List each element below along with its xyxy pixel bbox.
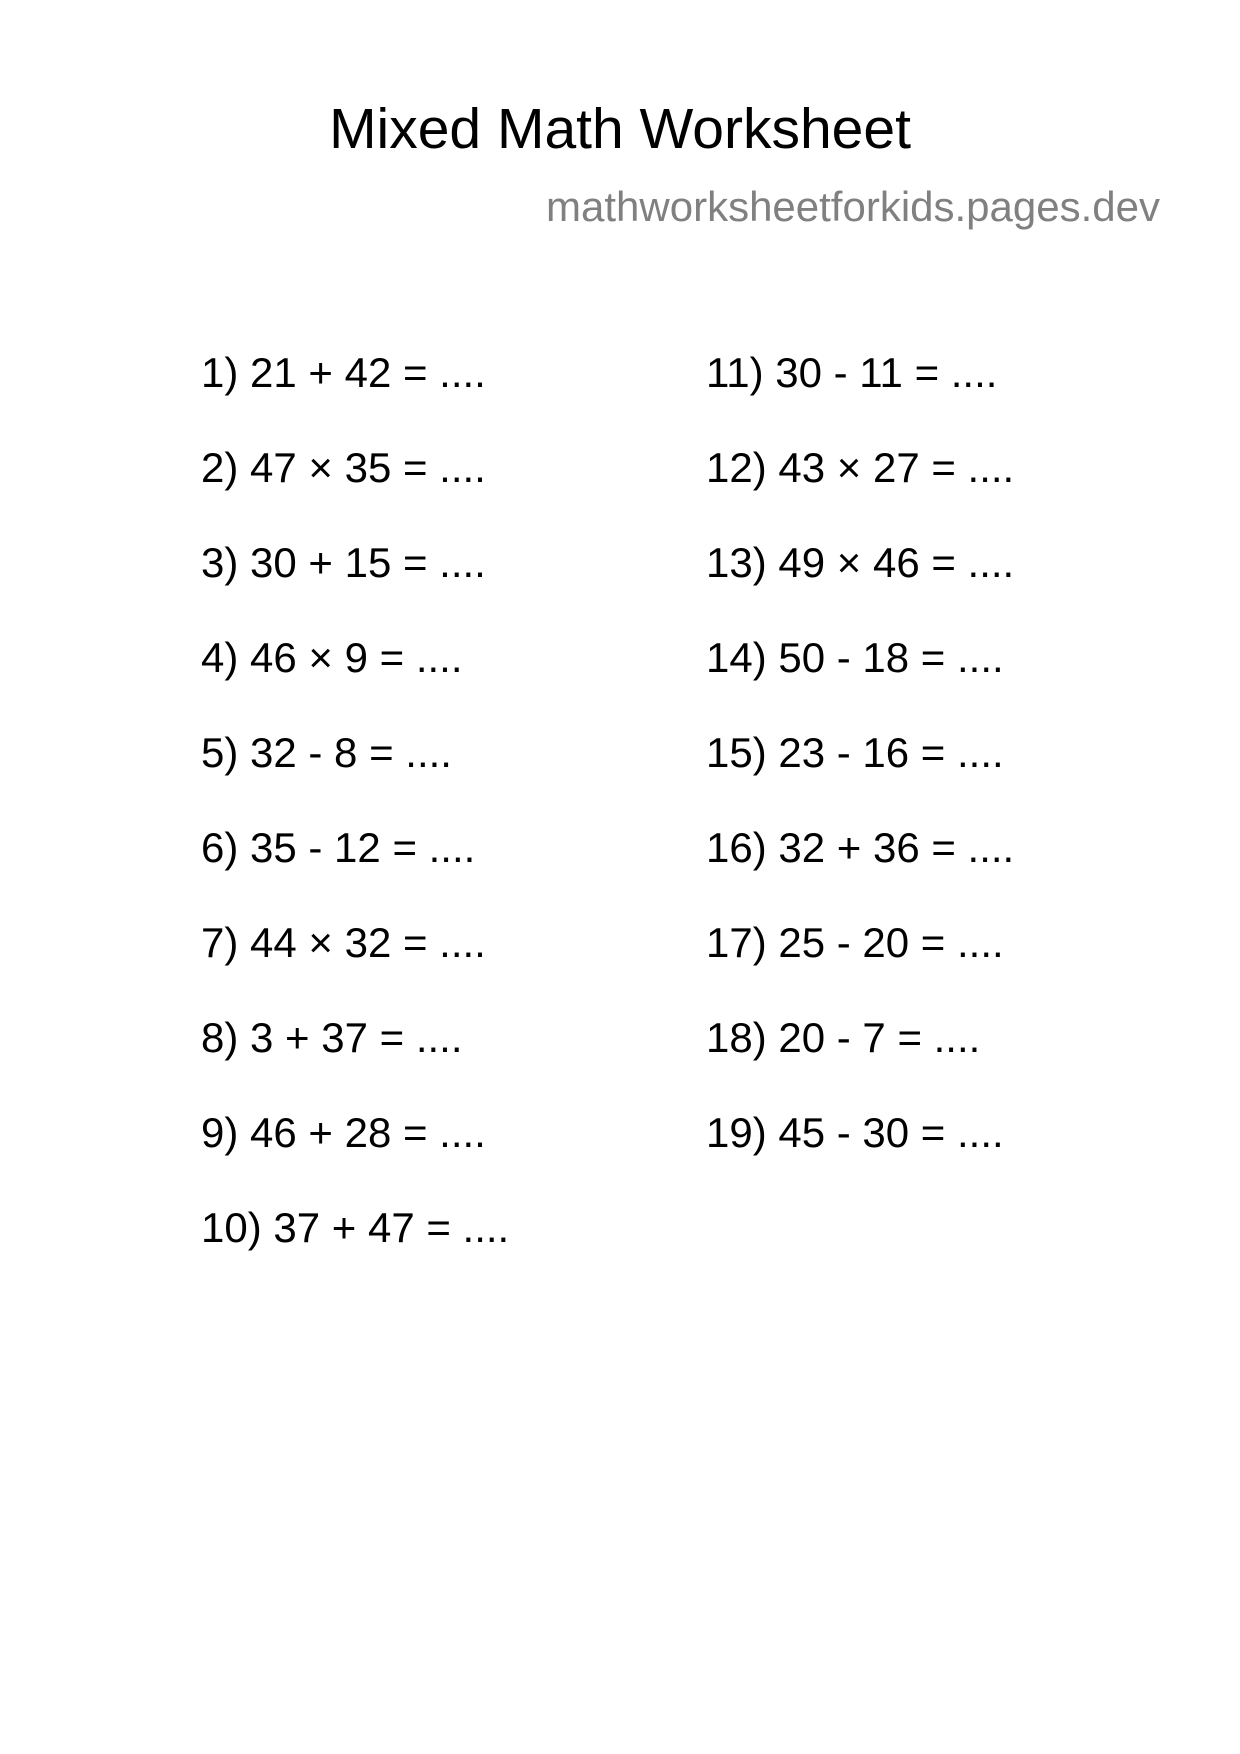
problem-item: 15) 23 - 16 = .... — [706, 729, 1004, 776]
website-url: mathworksheetforkids.pages.dev — [546, 183, 1160, 230]
problem-item: 16) 32 + 36 = .... — [706, 824, 1015, 871]
problem-item: 17) 25 - 20 = .... — [706, 919, 1004, 966]
worksheet-title: Mixed Math Worksheet — [329, 97, 911, 161]
problem-item: 14) 50 - 18 = .... — [706, 634, 1004, 681]
problem-item: 6) 35 - 12 = .... — [201, 824, 476, 871]
problem-item: 13) 49 × 46 = .... — [706, 539, 1015, 586]
problem-column-right — [706, 348, 1014, 1203]
problem-item: 10) 37 + 47 = .... — [201, 1204, 510, 1251]
problem-item: 7) 44 × 32 = .... — [201, 919, 486, 966]
problem-item: 2) 47 × 35 = .... — [201, 444, 486, 491]
problem-item: 12) 43 × 27 = .... — [706, 444, 1015, 491]
problem-item: 11) 30 - 11 = .... — [706, 349, 998, 396]
problem-item: 5) 32 - 8 = .... — [201, 729, 452, 776]
problem-item: 18) 20 - 7 = .... — [706, 1014, 981, 1061]
problem-item: 8) 3 + 37 = .... — [201, 1014, 463, 1061]
problem-item: 4) 46 × 9 = .... — [201, 634, 463, 681]
problem-column-left — [201, 348, 509, 1298]
problem-item: 9) 46 + 28 = .... — [201, 1109, 486, 1156]
problem-item: 3) 30 + 15 = .... — [201, 539, 486, 586]
problem-item: 1) 21 + 42 = .... — [201, 349, 486, 396]
problem-item: 19) 45 - 30 = .... — [706, 1109, 1004, 1156]
